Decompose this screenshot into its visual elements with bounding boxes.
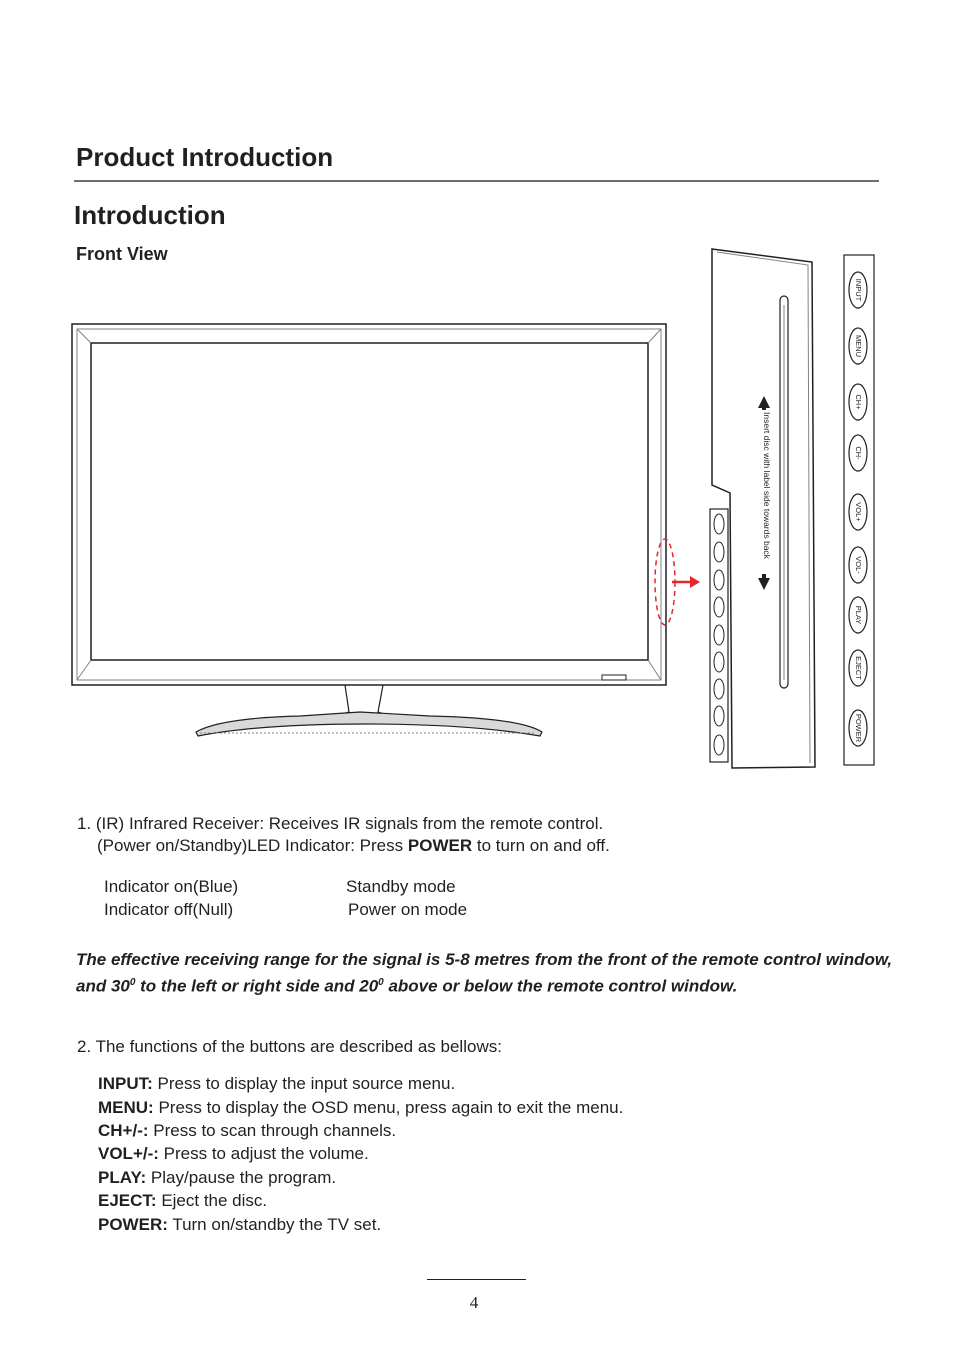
range-note bbox=[76, 948, 906, 998]
indicator-off-prefix: Indicator off( bbox=[104, 900, 199, 919]
side-button-label: MENU bbox=[854, 334, 864, 358]
function-desc: Play/pause the program. bbox=[150, 1168, 337, 1187]
function-power bbox=[98, 1215, 381, 1235]
function-vol bbox=[98, 1144, 369, 1164]
page-number-rule bbox=[427, 1279, 526, 1280]
subtitle: Introduction bbox=[74, 200, 226, 230]
indicator-on-prefix: Indicator on( bbox=[104, 877, 199, 896]
indicator-off-suffix: ) bbox=[227, 900, 234, 919]
function-label: MENU: bbox=[98, 1098, 154, 1117]
ir-receiver-text: 1. (IR) Infrared Receiver: Receives IR signals from the remote control. bbox=[77, 814, 604, 833]
function-eject bbox=[98, 1191, 267, 1211]
side-button-strip bbox=[710, 509, 728, 762]
function-menu bbox=[98, 1098, 623, 1118]
function-desc: Turn on/standby the TV set. bbox=[172, 1215, 382, 1234]
indicator-on-suffix: ) bbox=[232, 877, 239, 896]
function-play bbox=[98, 1168, 336, 1188]
tv-screen bbox=[91, 343, 648, 660]
led-indicator-text bbox=[97, 836, 610, 856]
indicator-off-mode: Power on mode bbox=[348, 900, 468, 919]
function-label: POWER: bbox=[98, 1215, 168, 1234]
range-note-part2: to the left or right side and 20 bbox=[135, 976, 379, 996]
function-desc: Press to scan through channels. bbox=[153, 1121, 397, 1140]
side-button-label: CH+ bbox=[854, 394, 864, 410]
function-label: CH+/-: bbox=[98, 1121, 149, 1140]
indicator-on-mode: Standby mode bbox=[346, 877, 456, 896]
button-panel-buttons bbox=[849, 272, 867, 746]
indicator-off-label bbox=[104, 900, 233, 920]
power-keyword: POWER bbox=[407, 836, 473, 855]
side-button-label: CH- bbox=[854, 446, 864, 460]
tv-stand-base bbox=[196, 712, 542, 736]
side-button-label: VOL+ bbox=[854, 502, 864, 522]
indicator-on-color: Blue bbox=[198, 877, 233, 896]
side-button-label: POWER bbox=[854, 713, 864, 743]
view-label: Front View bbox=[76, 244, 168, 264]
tv-bezel-outer bbox=[72, 324, 666, 685]
function-label: EJECT: bbox=[98, 1191, 157, 1210]
tv-stand-neck bbox=[337, 685, 390, 716]
section-title: Product Introduction bbox=[76, 142, 334, 172]
function-desc: Eject the disc. bbox=[161, 1191, 268, 1210]
led-indicator-prefix: (Power on/Standby)LED Indicator: Press bbox=[97, 836, 404, 855]
degree-sign: 0 bbox=[378, 977, 384, 988]
buttons-intro: 2. The functions of the buttons are described as bellows: bbox=[77, 1037, 502, 1056]
function-desc: Press to adjust the volume. bbox=[163, 1144, 369, 1163]
arrow-down-icon bbox=[758, 578, 770, 590]
side-button-label: VOL- bbox=[854, 556, 864, 574]
function-input bbox=[98, 1074, 455, 1094]
function-ch bbox=[98, 1121, 396, 1141]
led-indicator-suffix: to turn on and off. bbox=[472, 836, 610, 855]
page-number: 4 bbox=[469, 1293, 479, 1312]
indicator-off-color: Null bbox=[198, 900, 228, 919]
indicator-on-label bbox=[104, 877, 238, 897]
function-desc: Press to display the input source menu. bbox=[157, 1074, 456, 1093]
insert-disc-label: Insert disc with label side towards back bbox=[762, 412, 772, 559]
function-label: INPUT: bbox=[98, 1074, 153, 1093]
side-button-label: EJECT bbox=[854, 656, 864, 680]
range-note-part1: The effective receiving range for the signal is 5-8 metres from the front of the remote control window, and 30 bbox=[76, 950, 893, 996]
function-label: VOL+/-: bbox=[98, 1144, 159, 1163]
side-button-label: INPUT bbox=[854, 278, 864, 302]
function-desc: Press to display the OSD menu, press again to exit the menu. bbox=[158, 1098, 624, 1117]
side-button-label: PLAY bbox=[854, 605, 864, 625]
led-indicator bbox=[602, 675, 626, 680]
degree-sign: 0 bbox=[129, 977, 136, 988]
function-label: PLAY: bbox=[98, 1168, 147, 1187]
range-note-part3: above or below the remote control window. bbox=[383, 976, 738, 996]
